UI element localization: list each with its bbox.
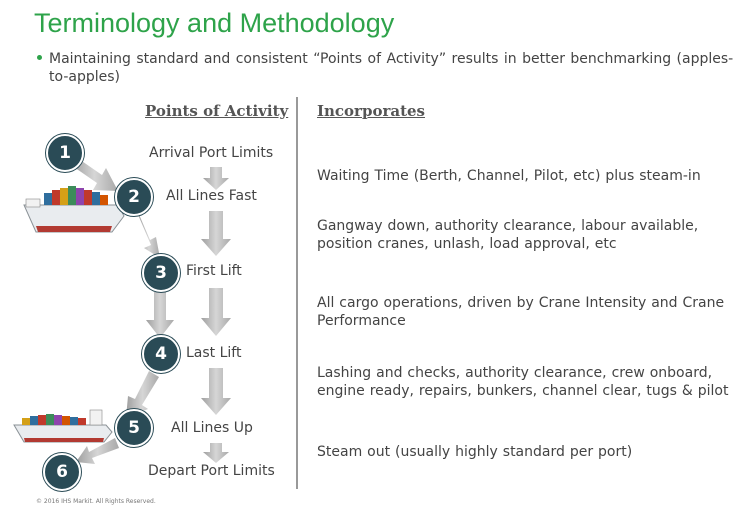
description-cargo-operations: All cargo operations, driven by Crane Intensity and Crane Performance bbox=[317, 295, 725, 329]
step-circle-1: 1 bbox=[46, 134, 84, 172]
container-ship-icon-bottom bbox=[14, 410, 112, 442]
column-header-points-of-activity: Points of Activity bbox=[145, 102, 289, 120]
arrow-2-to-3 bbox=[138, 212, 160, 258]
page-title: Terminology and Methodology bbox=[34, 8, 395, 38]
step-label-all-lines-fast: All Lines Fast bbox=[166, 188, 257, 204]
step-circle-5: 5 bbox=[115, 409, 153, 447]
step-circle-6: 6 bbox=[43, 453, 81, 491]
arrow-last-lift-to-lines-up bbox=[201, 368, 231, 415]
description-steam-out: Steam out (usually highly standard per port) bbox=[317, 444, 633, 460]
description-departure-prep: Lashing and checks, authority clearance, crew onboard, engine ready, repairs, bunkers, channel clear, tugs & pilot bbox=[317, 365, 729, 399]
step-label-arrival-port-limits: Arrival Port Limits bbox=[149, 145, 274, 161]
step-label-first-lift: First Lift bbox=[186, 263, 242, 279]
step-label-all-lines-up: All Lines Up bbox=[171, 420, 253, 436]
description-berthing-prep: Gangway down, authority clearance, labour available, position cranes, unlash, load approval, etc bbox=[317, 218, 699, 252]
arrow-first-lift-to-last-lift bbox=[201, 288, 231, 336]
copyright-footer: © 2016 IHS Markit. All Rights Reserved. bbox=[36, 498, 156, 505]
cargo-containers bbox=[22, 414, 86, 425]
arrow-arrival-to-lines-fast bbox=[203, 167, 229, 190]
step-circle-3: 3 bbox=[142, 254, 180, 292]
description-waiting-time: Waiting Time (Berth, Channel, Pilot, etc) plus steam-in bbox=[317, 168, 701, 184]
step-label-depart-port-limits: Depart Port Limits bbox=[148, 463, 275, 479]
stage-arrows bbox=[201, 167, 231, 463]
bullet-text: Maintaining standard and consistent “Points of Activity” results in better benchmarking (apples-to-apples) bbox=[49, 51, 734, 85]
arrow-3-to-4 bbox=[146, 292, 174, 338]
step-circle-2: 2 bbox=[115, 178, 153, 216]
step-circle-4: 4 bbox=[142, 335, 180, 373]
column-header-incorporates: Incorporates bbox=[317, 102, 425, 120]
container-ship-icon-top bbox=[24, 186, 124, 232]
arrow-lines-fast-to-first-lift bbox=[201, 211, 231, 256]
step-label-last-lift: Last Lift bbox=[186, 345, 242, 361]
arrow-lines-up-to-depart bbox=[203, 443, 229, 463]
